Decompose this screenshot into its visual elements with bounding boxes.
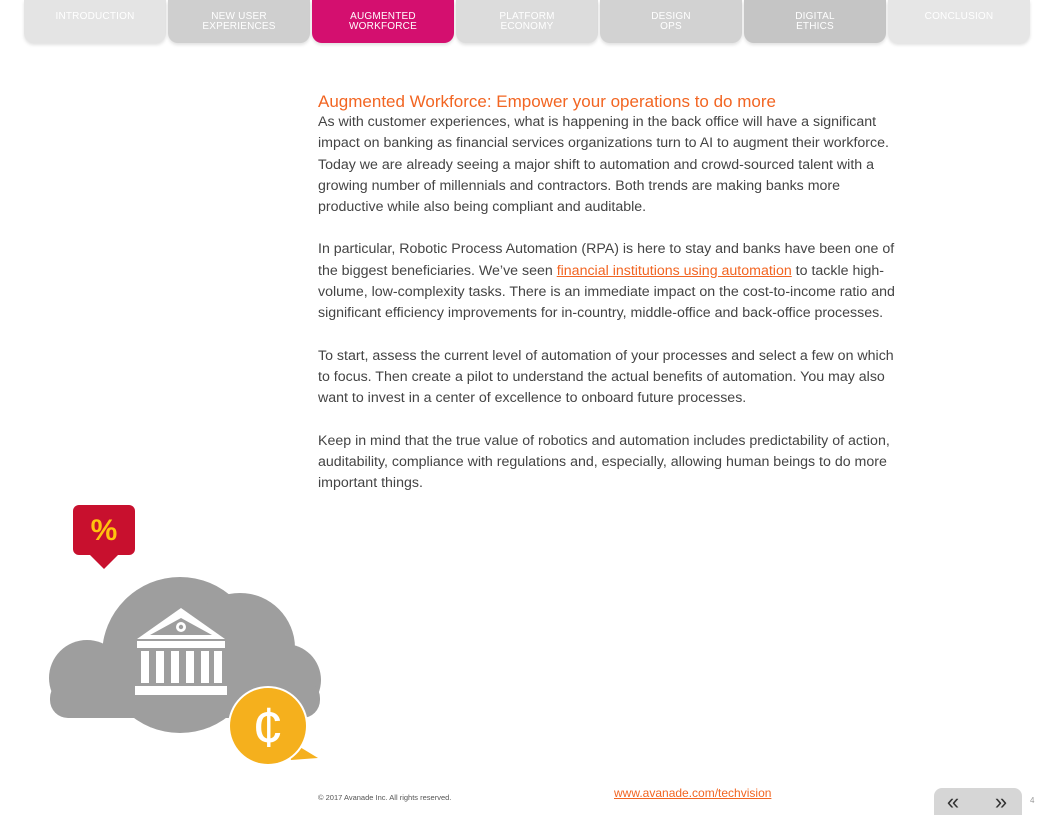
page-title: Augmented Workforce: Empower your operations to do more <box>318 92 776 111</box>
copyright-text: © 2017 Avanade Inc. All rights reserved. <box>318 793 452 802</box>
paragraph-4: Keep in mind that the true value of robotics and automation includes predictability of action, auditability, compliance with regulations and, especially, allowing human beings to do more important things. <box>318 432 890 492</box>
tab-label: DESIGN OPS <box>651 11 691 32</box>
next-page-button[interactable]: » <box>994 789 1008 814</box>
financial-institutions-link[interactable]: financial institutions using automation <box>556 262 792 279</box>
article-body <box>318 92 898 515</box>
tab-design-ops[interactable] <box>600 0 742 43</box>
paragraph-3: To start, assess the current level of automation of your processes and select a few on which to focus. Then create a pilot to understand the actual benefits of automation. You may also want to invest in a center of excellence to onboard future processes. <box>318 347 894 407</box>
page-number: 4 <box>1030 796 1035 805</box>
currency-symbol: ¢ <box>252 695 284 758</box>
techvision-link[interactable]: www.avanade.com/techvision <box>614 786 772 800</box>
previous-page-button[interactable]: « <box>946 789 960 814</box>
percent-symbol: % <box>90 514 118 547</box>
tab-introduction[interactable] <box>24 0 166 43</box>
banking-cloud-illustration <box>45 500 335 775</box>
paragraph-2 <box>318 239 898 324</box>
paragraph-1: As with customer experiences, what is happening in the back office will have a significant impact on banking as financial services organizations turn to AI to augment their workforce. Today we are already seeing a major shift to automation and crowd-sourced talent with a growing number of millennials and contractors. Both trends are making banks more productive while also being compliant and auditable. <box>318 114 889 216</box>
tab-digital-ethics[interactable] <box>744 0 886 43</box>
tab-label: INTRODUCTION <box>55 11 135 22</box>
percent-badge-icon <box>73 505 135 569</box>
tab-label: DIGITAL ETHICS <box>795 11 835 32</box>
section-tab-bar <box>24 0 1032 44</box>
tab-conclusion[interactable] <box>888 0 1030 43</box>
tab-augmented-workforce[interactable] <box>312 0 454 43</box>
page-navigation <box>934 788 1022 815</box>
tab-label: NEW USER EXPERIENCES <box>202 11 276 32</box>
paragraph-2-text-end: to tackle high-volume, low-complexity tasks. There is an immediate impact on the cost-to-income ratio and significant efficiency improvements for in-country, middle-office and back-office processes. <box>318 262 895 322</box>
tab-label: PLATFORM ECONOMY <box>499 11 555 32</box>
tab-label: CONCLUSION <box>924 11 994 22</box>
tab-new-user-experiences[interactable] <box>168 0 310 43</box>
tab-label: AUGMENTED WORKFORCE <box>349 11 417 32</box>
paragraph-2-text-start: In particular, Robotic Process Automation (RPA) is here to stay and banks have been one of the biggest beneficiaries. We’ve seen <box>318 241 895 279</box>
tab-platform-economy[interactable] <box>456 0 598 43</box>
